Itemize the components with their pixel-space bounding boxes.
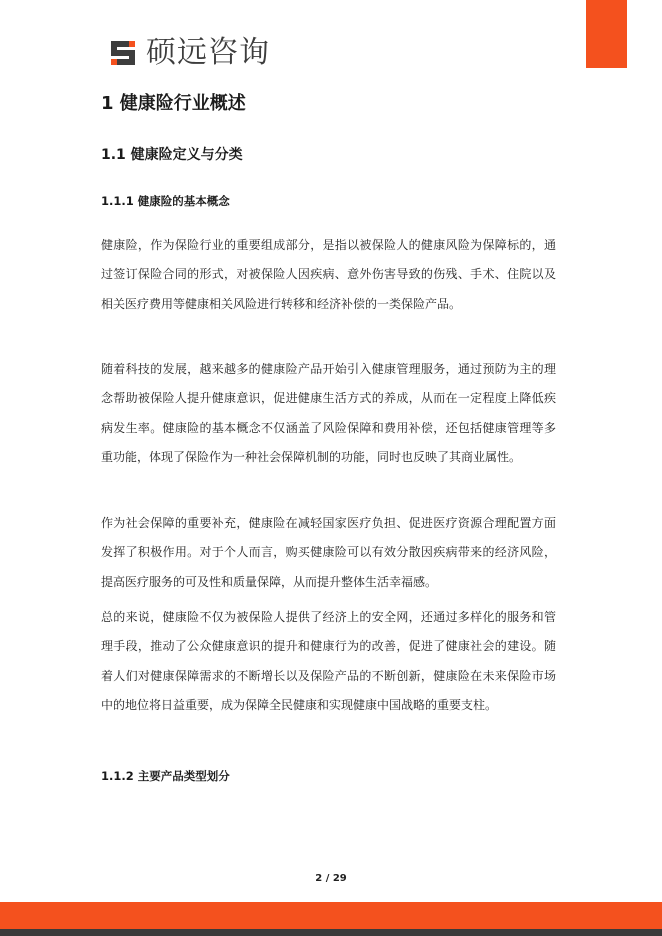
document-body [101,88,556,783]
company-logo [108,35,270,71]
page-number: 2 / 29 [315,873,347,884]
paragraph-4: 总的来说，健康险不仅为被保险人提供了经济上的安全网，还通过多样化的服务和管理手段，推动了公众健康意识的提升和健康行为的改善，促进了健康社会的建设。随着人们对健康保障需求的不断增长以及保险产品的不断创新，健康险在未来保险市场中的地位将日益重要，成为保障全民健康和实现健康中国战略的重要支柱。 [101,610,556,712]
logo-mark-icon [108,38,138,68]
logo-text: 硕远咨询 [146,35,270,70]
subsection-heading-basic-concept: 1.1.1 健康险的基本概念 [101,194,230,208]
section-heading: 1.1 健康险定义与分类 [101,147,243,163]
paragraph-2: 随着科技的发展，越来越多的健康险产品开始引入健康管理服务，通过预防为主的理念帮助被保险人提升健康意识，促进健康生活方式的养成，从而在一定程度上降低疾病发生率。健康险的基本概念不仅涵盖了风险保障和费用补偿，还包括健康管理等多重功能，体现了保险作为一种社会保障机制的功能，同时也反映了其商业属性。 [101,362,556,464]
chapter-heading: 1 健康险行业概述 [101,93,246,114]
subsection-heading-product-types: 1.1.2 主要产品类型划分 [101,769,230,783]
footer-dark-strip [0,929,662,936]
paragraph-1: 健康险，作为保险行业的重要组成部分，是指以被保险人的健康风险为保障标的，通过签订保险合同的形式，对被保险人因疾病、意外伤害导致的伤残、手术、住院以及相关医疗费用等健康相关风险进行转移和经济补偿的一类保险产品。 [101,238,556,311]
paragraph-3: 作为社会保障的重要补充，健康险在减轻国家医疗负担、促进医疗资源合理配置方面发挥了积极作用。对于个人而言，购买健康险可以有效分散因疾病带来的经济风险，提高医疗服务的可及性和质量保障，从而提升整体生活幸福感。 [101,516,556,589]
footer-accent-bar [0,902,662,929]
corner-accent-tab [586,0,627,68]
